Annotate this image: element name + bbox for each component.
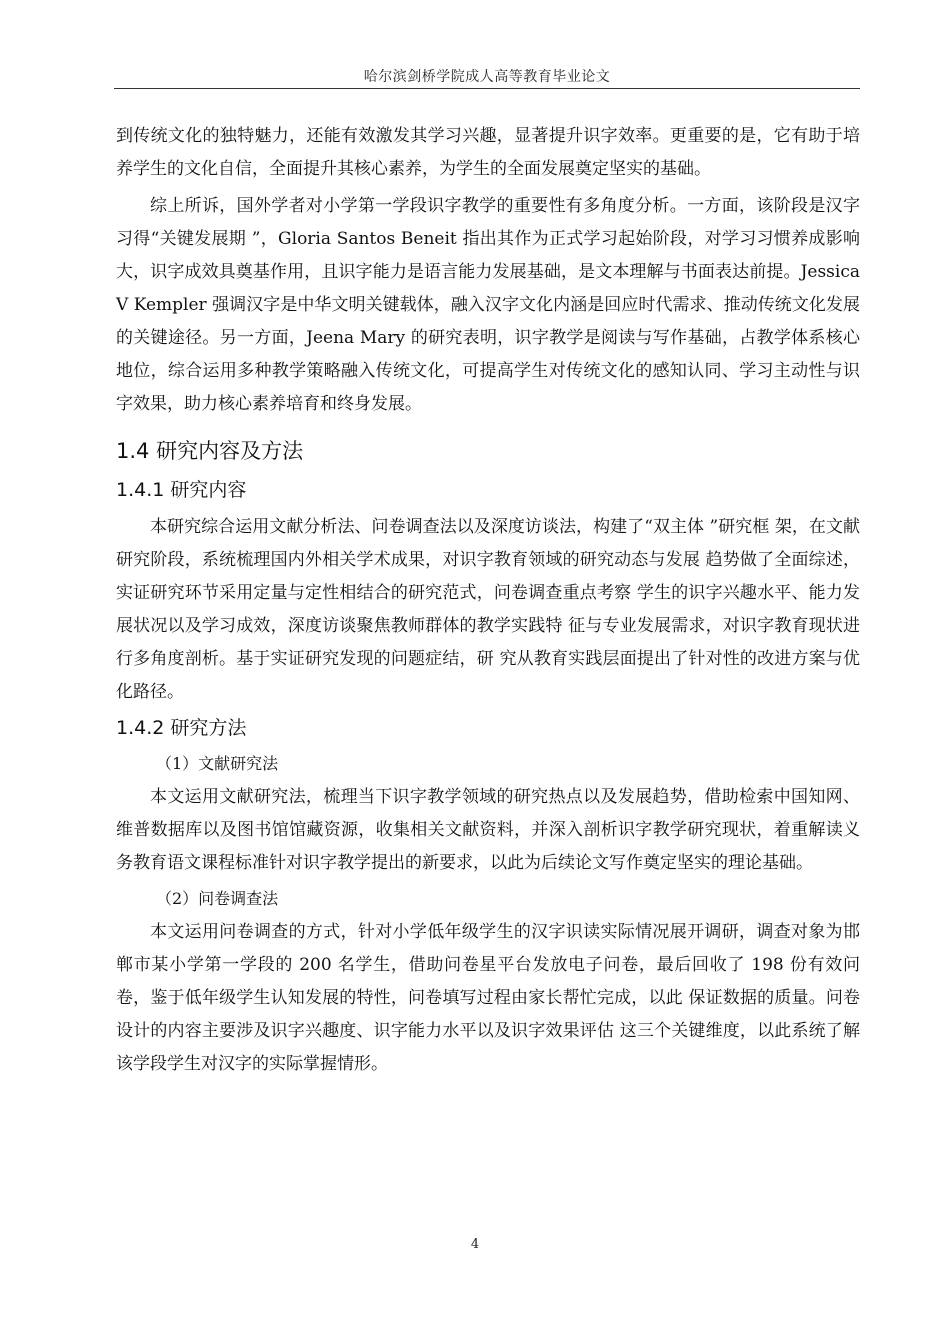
page-number: 4 bbox=[470, 1237, 480, 1252]
method-label-literature: （1）文献研究法 bbox=[156, 754, 279, 773]
page-body bbox=[116, 120, 860, 1081]
subsection-heading-1-4-1: 1.4.1 研究内容 bbox=[116, 479, 247, 501]
paragraph-research-content: 本研究综合运用文献分析法、问卷调查法以及深度访谈法，构建了“双主体 ”研究框 架，在文献研究阶段，系统梳理国内外相关学术成果，对识字教育领域的研究动态与发展 趋势做了全面综述，实证研究环节采用定量与定性相结合的研究范式，问卷调查重点考察 学生的识字兴趣水平、能力发展状况以及学习成效，深度访谈聚焦教师群体的教学实践特 征与专业发展需求，对识字教育现状进行多角度剖析。基于实证研究发现的问题症结，研 究从教育实践层面提出了针对性的改进方案与优化路径。 bbox=[116, 517, 860, 702]
paragraph-questionnaire-method: 本文运用问卷调查的方式，针对小学低年级学生的汉字识读实际情况展开调研，调查对象为邯郸市某小学第一学段的 200 名学生，借助问卷星平台发放电子问卷，最后回收了 198 份有效问卷，鉴于低年级学生认知发展的特性，问卷填写过程由家长帮忙完成，以此 保证数据的质量。问卷设计的内容主要涉及识字兴趣度、识字能力水平以及识字效果评估 这三个关键维度，以此系统了解该学段学生对汉字的实际掌握情形。 bbox=[116, 922, 860, 1074]
running-header: 哈尔滨剑桥学院成人高等教育毕业论文 bbox=[363, 69, 611, 85]
paragraph-continuation: 到传统文化的独特魅力，还能有效激发其学习兴趣，显著提升识字效率。更重要的是，它有助于培养学生的文化自信，全面提升其核心素养，为学生的全面发展奠定坚实的基础。 bbox=[116, 126, 860, 179]
method-label-questionnaire: （2）问卷调查法 bbox=[156, 889, 279, 908]
subsection-heading-1-4-2: 1.4.2 研究方法 bbox=[116, 717, 247, 739]
paragraph-summary: 综上所诉，国外学者对小学第一学段识字教学的重要性有多角度分析。一方面，该阶段是汉字习得“关键发展期 ”，Gloria Santos Beneit 指出其作为正式学习起始阶段，对学习习惯养成影响大，识字成效具奠基作用，且识字能力是语言能力发展基础，是文本理解与书面表达前提。Jessica V Kempler 强调汉字是中华文明关键载体，融入汉字文化内涵是回应时代需求、推动传统文化发展的关键途径。另一方面，Jeena Mary 的研究表明，识字教学是阅读与写作基础，占教学体系核心地位，综合运用多种教学策略融入传统文化，可提高学生对传统文化的感知认同、学习主动性与识字效果，助力核心素养培育和终身发展。 bbox=[116, 196, 860, 414]
section-heading-1-4: 1.4 研究内容及方法 bbox=[116, 439, 304, 463]
paragraph-literature-method: 本文运用文献研究法，梳理当下识字教学领域的研究热点以及发展趋势，借助检索中国知网、维普数据库以及图书馆馆藏资源，收集相关文献资料，并深入剖析识字教学研究现状，着重解读义务教育语文课程标准针对识字教学提出的新要求，以此为后续论文写作奠定坚实的理论基础。 bbox=[116, 787, 860, 873]
header-rule bbox=[114, 88, 860, 89]
